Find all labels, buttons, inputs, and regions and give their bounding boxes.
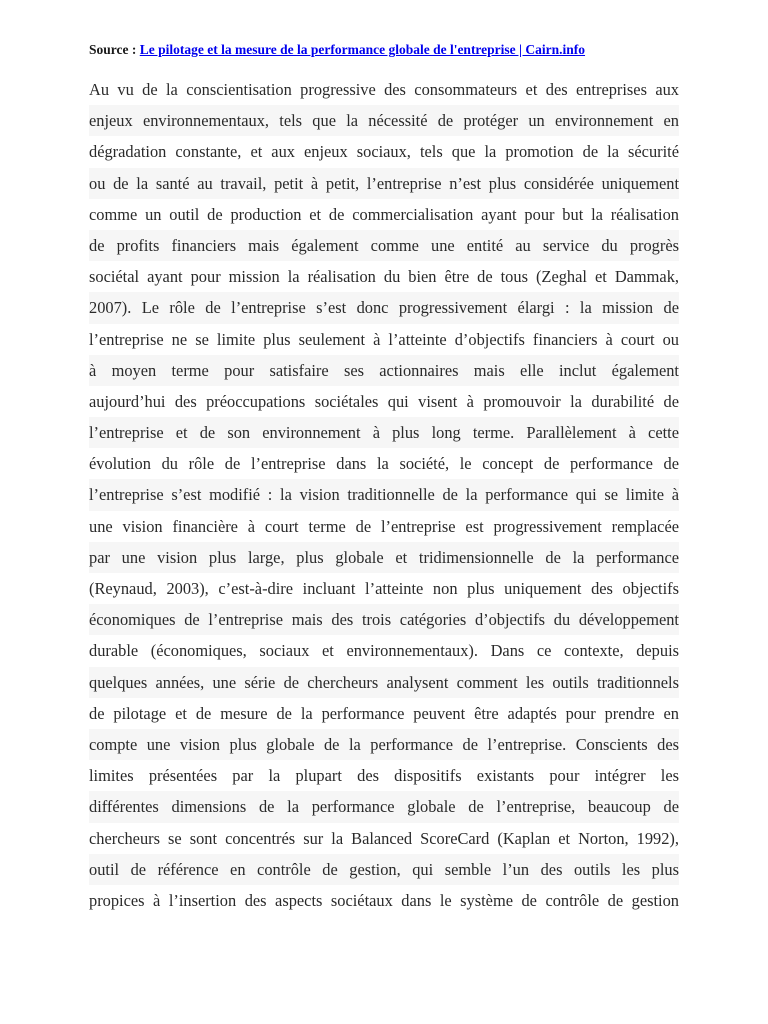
body-paragraph [89,74,679,916]
paragraph-line: l’entreprise s’est modifié : la vision traditionnelle de la performance qui se limite à [89,479,679,510]
paragraph-line: Au vu de la conscientisation progressive des consommateurs et des entreprises aux [89,80,679,99]
paragraph-line: à moyen terme pour satisfaire ses actionnaires mais elle inclut également [89,355,679,386]
paragraph-line: outil de référence en contrôle de gestion, qui semble l’un des outils les plus [89,854,679,885]
paragraph-line: dégradation constante, et aux enjeux sociaux, tels que la promotion de la sécurité [89,142,679,162]
paragraph-line: propices à l’insertion des aspects sociétaux dans le système de contrôle de gestion [89,890,679,910]
paragraph-line: l’entreprise ne se limite plus seulement à l’atteinte d’objectifs financiers à court ou [89,329,679,349]
paragraph-line: limites présentées par la plupart des dispositifs existants pour intégrer les [89,766,679,786]
source-link[interactable]: Le pilotage et la mesure de la performance globale de l'entreprise | Cairn.info [139,42,586,57]
paragraph-line: enjeux environnementaux, tels que la nécessité de protéger un environnement en [89,105,679,136]
paragraph-line: évolution du rôle de l’entreprise dans la société, le concept de performance de [89,454,679,474]
paragraph-line: compte une vision plus globale de la performance de l’entreprise. Conscients des [89,729,679,760]
paragraph-line: 2007). Le rôle de l’entreprise s’est donc progressivement élargi : la mission de [89,292,679,323]
paragraph-line: de profits financiers mais également comme une entité au service du progrès [89,230,679,261]
source-label: Source : [89,42,137,57]
paragraph-line: une vision financière à court terme de l’entreprise est progressivement remplacée [89,516,679,536]
paragraph-line: économiques de l’entreprise mais des trois catégories d’objectifs du développement [89,604,679,635]
paragraph-line: ou de la santé au travail, petit à petit, l’entreprise n’est plus considérée uniquement [89,168,679,199]
paragraph-line: durable (économiques, sociaux et environnementaux). Dans ce contexte, depuis [89,641,679,661]
paragraph-line: sociétal ayant pour mission la réalisation du bien être de tous (Zeghal et Dammak, [89,267,679,287]
paragraph-line: de pilotage et de mesure de la performance peuvent être adaptés pour prendre en [89,703,679,723]
paragraph-line: comme un outil de production et de commercialisation ayant pour but la réalisation [89,204,679,224]
paragraph-line: (Reynaud, 2003), c’est-à-dire incluant l’atteinte non plus uniquement des objectifs [89,579,679,598]
paragraph-line: aujourd’hui des préoccupations sociétales qui visent à promouvoir la durabilité de [89,391,679,411]
paragraph-line: l’entreprise et de son environnement à plus long terme. Parallèlement à cette [89,417,679,448]
source-line [89,40,679,60]
paragraph-line: par une vision plus large, plus globale et tridimensionnelle de la performance [89,542,679,573]
paragraph-line: quelques années, une série de chercheurs analysent comment les outils traditionnels [89,667,679,698]
paragraph-line: différentes dimensions de la performance globale de l’entreprise, beaucoup de [89,791,679,822]
paragraph-line: chercheurs se sont concentrés sur la Balanced ScoreCard (Kaplan et Norton, 1992), [89,828,679,848]
